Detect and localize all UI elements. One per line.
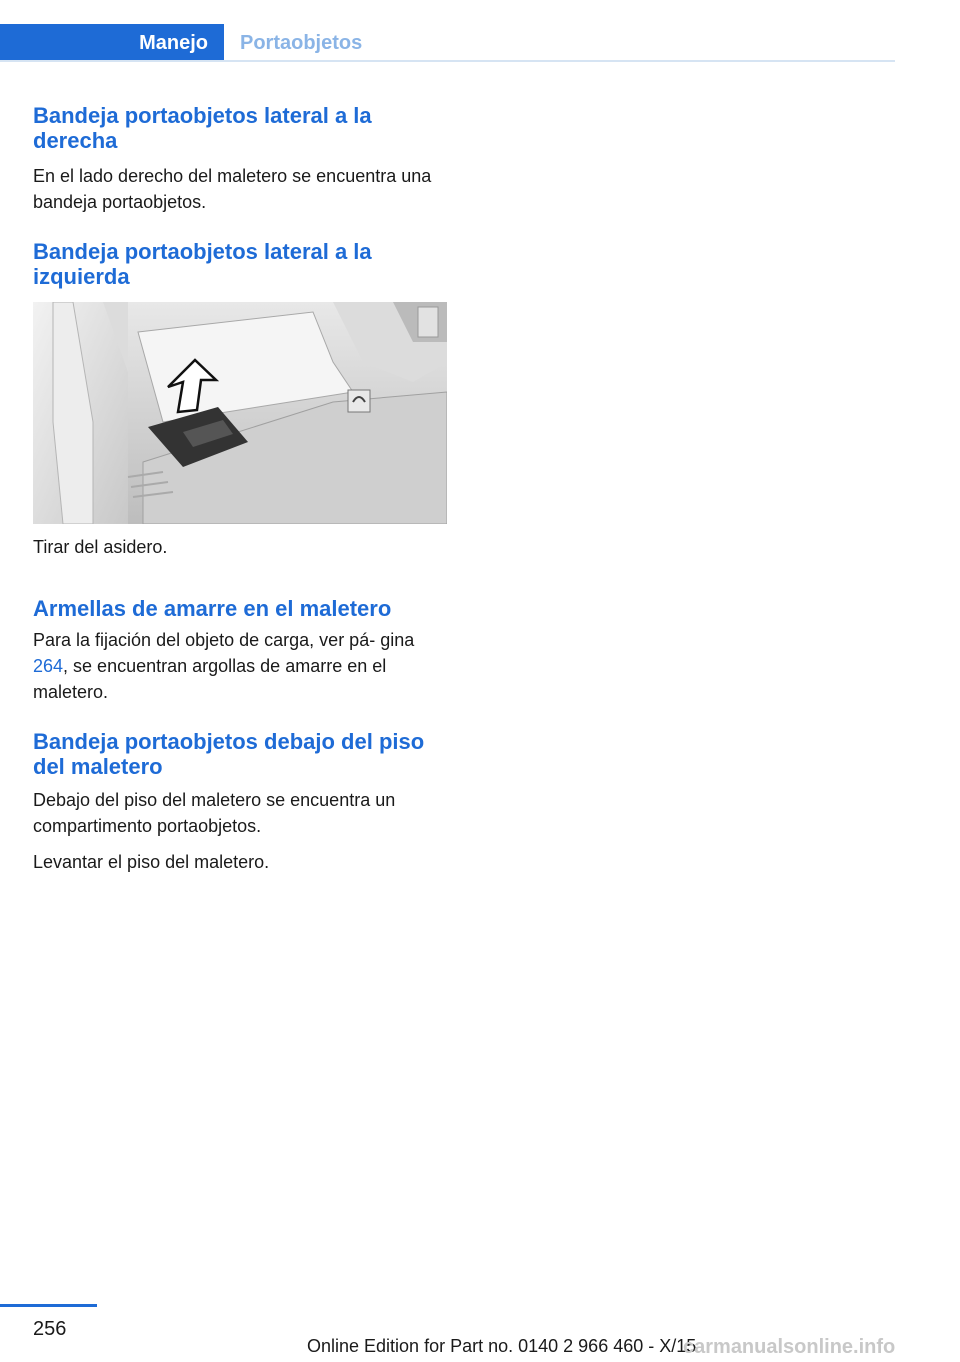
tab-label: Manejo — [139, 31, 208, 54]
section-heading: Bandeja portaobjetos debajo del piso del maletero — [33, 729, 425, 779]
figure-caption: Tirar del asidero. — [33, 537, 168, 557]
section-heading: Bandeja portaobjetos lateral a la izquierda — [33, 239, 372, 289]
section-body — [33, 627, 445, 705]
header-rule — [0, 60, 895, 62]
section-body: En el lado derecho del maletero se encuentra una bandeja portaobjetos. — [33, 166, 432, 212]
body-text: Para la fijación del objeto de carga, ver pá‐ gina — [33, 630, 415, 650]
section-heading: Bandeja portaobjetos lateral a la derecha — [33, 103, 372, 153]
page-number: 256 — [33, 1318, 67, 1340]
content-column — [33, 100, 445, 289]
trunk-illustration-svg — [33, 302, 447, 524]
section-heading: Armellas de amarre en el maletero — [33, 596, 392, 621]
body-text: , se encuentran argollas de amarre en el maletero. — [33, 656, 387, 702]
watermark: carmanualsonline.info — [683, 1336, 896, 1358]
footer-rule — [0, 1304, 97, 1307]
section-body: Debajo del piso del maletero se encuentra un compartimento portaobjetos. — [33, 790, 396, 836]
content-column-lower — [33, 534, 445, 875]
tab-portaobjetos[interactable] — [240, 24, 362, 62]
trunk-compartment-illustration — [33, 302, 447, 524]
page-link[interactable]: 264 — [33, 656, 64, 676]
tab-label: Portaobjetos — [240, 31, 363, 54]
edition-text: Online Edition for Part no. 0140 2 966 460 - X/15 — [307, 1336, 697, 1356]
tab-manejo[interactable] — [0, 24, 224, 62]
section-body: Levantar el piso del maletero. — [33, 852, 270, 872]
